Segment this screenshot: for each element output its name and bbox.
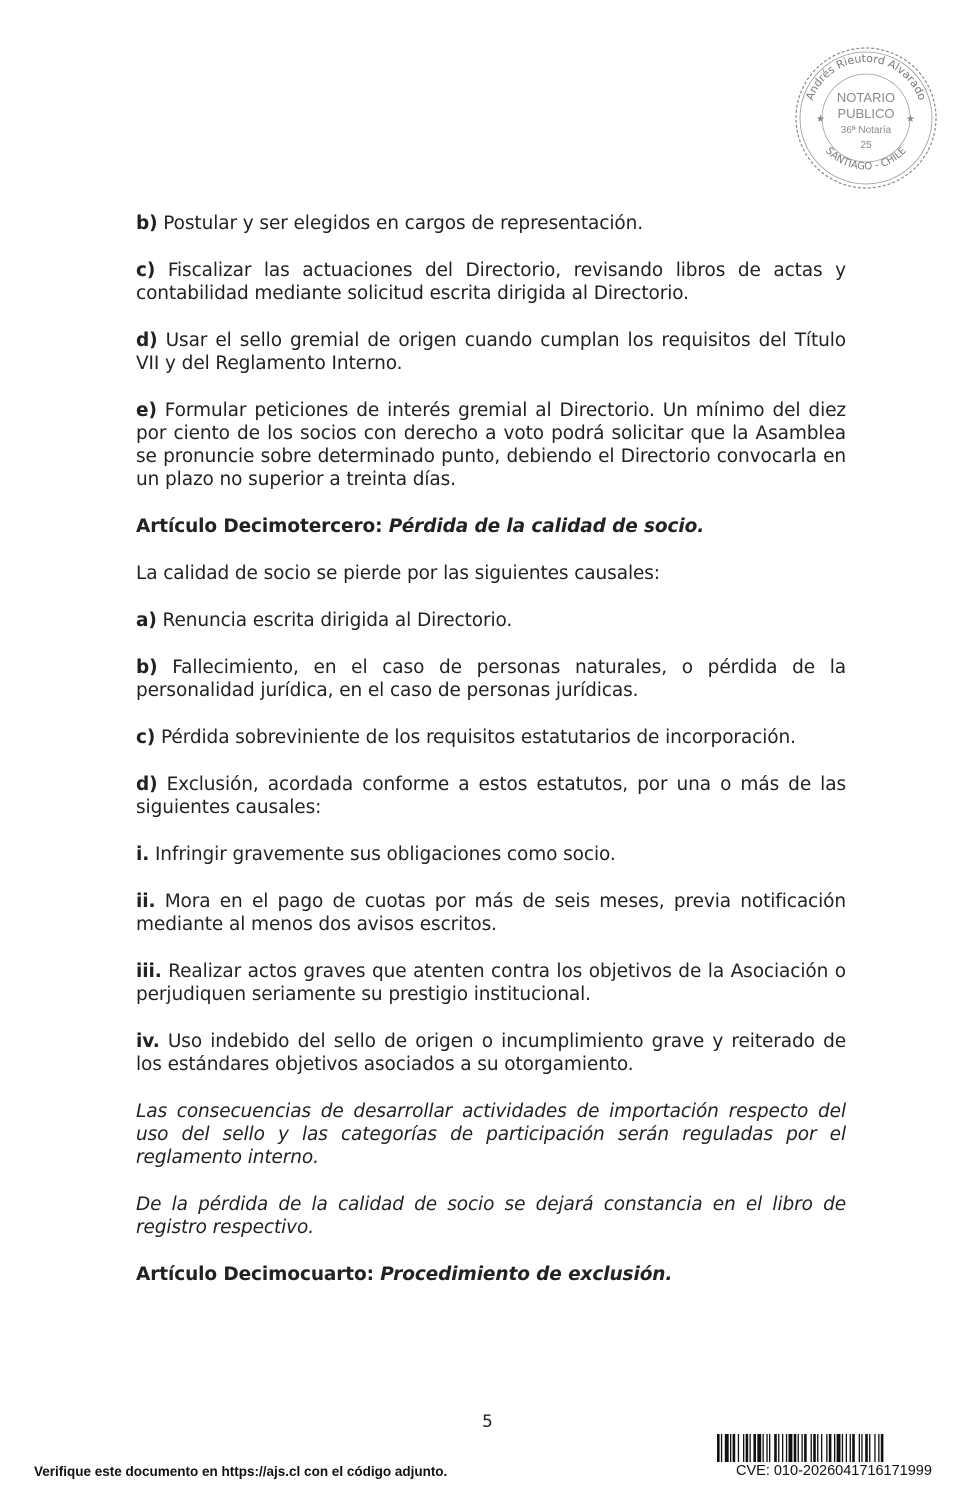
verification-notice: Verifique este documento en https://ajs.cl con el código adjunto. [34,1464,448,1479]
subcause-iv [136,1030,846,1076]
barcode-bar [821,1434,822,1462]
item-label: d) [136,774,158,795]
item-label: b) [136,657,158,678]
barcode-bar [802,1434,803,1462]
barcode-bar [786,1434,787,1462]
subcause-iii [136,960,846,1006]
barcode-bar [852,1434,855,1462]
barcode-bar [859,1434,860,1462]
barcode-bar [874,1434,875,1462]
article-13-intro: La calidad de socio se pierde por las siguientes causales: [136,563,660,584]
barcode-bar [842,1434,843,1462]
barcode-bar [861,1434,862,1462]
barcode-icon [717,1434,949,1462]
item-label: iv. [136,1031,160,1052]
barcode-bar [846,1434,847,1462]
barcode-bar [804,1434,807,1462]
item-label: ii. [136,891,156,912]
item-text: Fallecimiento, en el caso de personas naturales, o pérdida de la personalidad jurídica, en el caso de personas jurídicas. [136,657,846,701]
item-label: c) [136,727,156,748]
item-text: Usar el sello gremial de origen cuando cumplan los requisitos del Título VII y del Reglamento Interno. [136,330,846,374]
item-text: Uso indebido del sello de origen o incumplimiento grave y reiterado de los estándares objetivos asociados a su otorgamiento. [136,1031,846,1075]
article-14-heading [136,1263,846,1286]
barcode-bar [878,1434,879,1462]
stamp-line-4: 25 [860,140,872,151]
article-title: Pérdida de la calidad de socio. [388,516,705,537]
item-text: Infringir gravemente sus obligaciones como socio. [154,844,616,865]
barcode-bar [794,1434,797,1462]
barcode-bar [774,1434,777,1462]
barcode-bar [789,1434,793,1462]
stamp-star-left: ★ [816,114,825,125]
article-label: Artículo Decimocuarto: [136,1264,374,1285]
barcode-bar [829,1434,832,1462]
item-label: iii. [136,961,162,982]
page-number: 5 [482,1412,493,1432]
barcode-bar [834,1434,835,1462]
barcode-bar [811,1434,812,1462]
barcode-bar [743,1434,744,1462]
item-d-usar-sello [136,329,846,375]
item-label: a) [136,610,157,631]
barcode-bar [769,1434,770,1462]
article-title: Procedimiento de exclusión. [380,1264,673,1285]
item-text: Mora en el pago de cuotas por más de seis meses, previa notificación mediante al menos dos avisos escritos. [136,891,847,935]
subcause-ii [136,890,846,936]
item-label: c) [136,260,156,281]
barcode-bar [813,1434,816,1462]
barcode-bar [869,1434,870,1462]
barcode-bar [782,1434,783,1462]
barcode-bar [717,1434,720,1462]
article-13-heading [136,515,846,538]
barcode-bar [753,1434,756,1462]
barcode-bar [817,1434,818,1462]
barcode-bar [750,1434,751,1462]
item-label: b) [136,213,158,234]
item-b-postular [136,212,846,235]
italic-paragraph-consequences: Las consecuencias de desarrollar actividades de importación respecto del uso del sello y las categorías de participación serán reguladas por el reglamento interno. [136,1101,846,1168]
stamp-line-1: NOTARIO [836,90,896,105]
item-label: i. [136,844,150,865]
barcode-bar [826,1434,827,1462]
item-text: Fiscalizar las actuaciones del Directorio, revisando libros de actas y contabilidad mediante solicitud escrita dirigida al Directorio. [136,260,846,304]
italic-paragraph-record: De la pérdida de la calidad de socio se dejará constancia en el libro de registro respectivo. [136,1194,846,1238]
article-label: Artículo Decimotercero: [136,516,383,537]
barcode-bar [763,1434,764,1462]
item-label: e) [136,400,157,421]
stamp-line-3: 36ª Notaría [840,125,892,136]
barcode-bar [733,1434,736,1462]
item-text: Postular y ser elegidos en cargos de representación. [163,213,644,234]
barcode-bar [778,1434,779,1462]
barcode-bar [757,1434,761,1462]
cause-b [136,656,846,702]
cause-d [136,773,846,819]
item-label: d) [136,330,158,351]
stamp-line-2: PUBLICO [837,106,895,121]
document-body [136,212,846,1310]
barcode-bar [746,1434,749,1462]
barcode-bar [881,1434,884,1462]
stamp-ring-top: Andrés Rieutord Alvarado [803,51,929,102]
item-text: Renuncia escrita dirigida al Directorio. [162,610,513,631]
item-e-formular [136,399,846,491]
cause-a [136,609,846,632]
item-c-fiscalizar [136,259,846,305]
stamp-star-right: ★ [906,114,915,125]
notary-stamp [792,44,940,192]
subcause-i [136,843,846,866]
cause-c [136,726,846,749]
item-text: Formular peticiones de interés gremial al Directorio. Un mínimo del diez por ciento de los socios con derecho a voto podrá solicitar que la Asamblea se pronuncie sobre determinado punto, debiendo el Directorio convocarla en un plazo no superior a treinta días. [136,400,846,490]
barcode-bar [738,1434,739,1462]
barcode-bar [837,1434,841,1462]
barcode-bar [850,1434,851,1462]
barcode-bar [721,1434,722,1462]
barcode-bar [865,1434,868,1462]
stamp-ring-bottom: SANTIAGO - CHILE [823,145,909,173]
barcode-bar [798,1434,799,1462]
item-text: Exclusión, acordada conforme a estos estatutos, por una o más de las siguientes causales: [136,774,846,818]
item-text: Pérdida sobreviniente de los requisitos estatutarios de incorporación. [161,727,796,748]
cve-code: CVE: 010-2026041716171999 [736,1463,932,1479]
barcode-bar [766,1434,767,1462]
barcode-bar [730,1434,731,1462]
barcode-bar [725,1434,729,1462]
item-text: Realizar actos graves que atenten contra los objetivos de la Asociación o perjudiquen seriamente su prestigio institucional. [136,961,846,1005]
